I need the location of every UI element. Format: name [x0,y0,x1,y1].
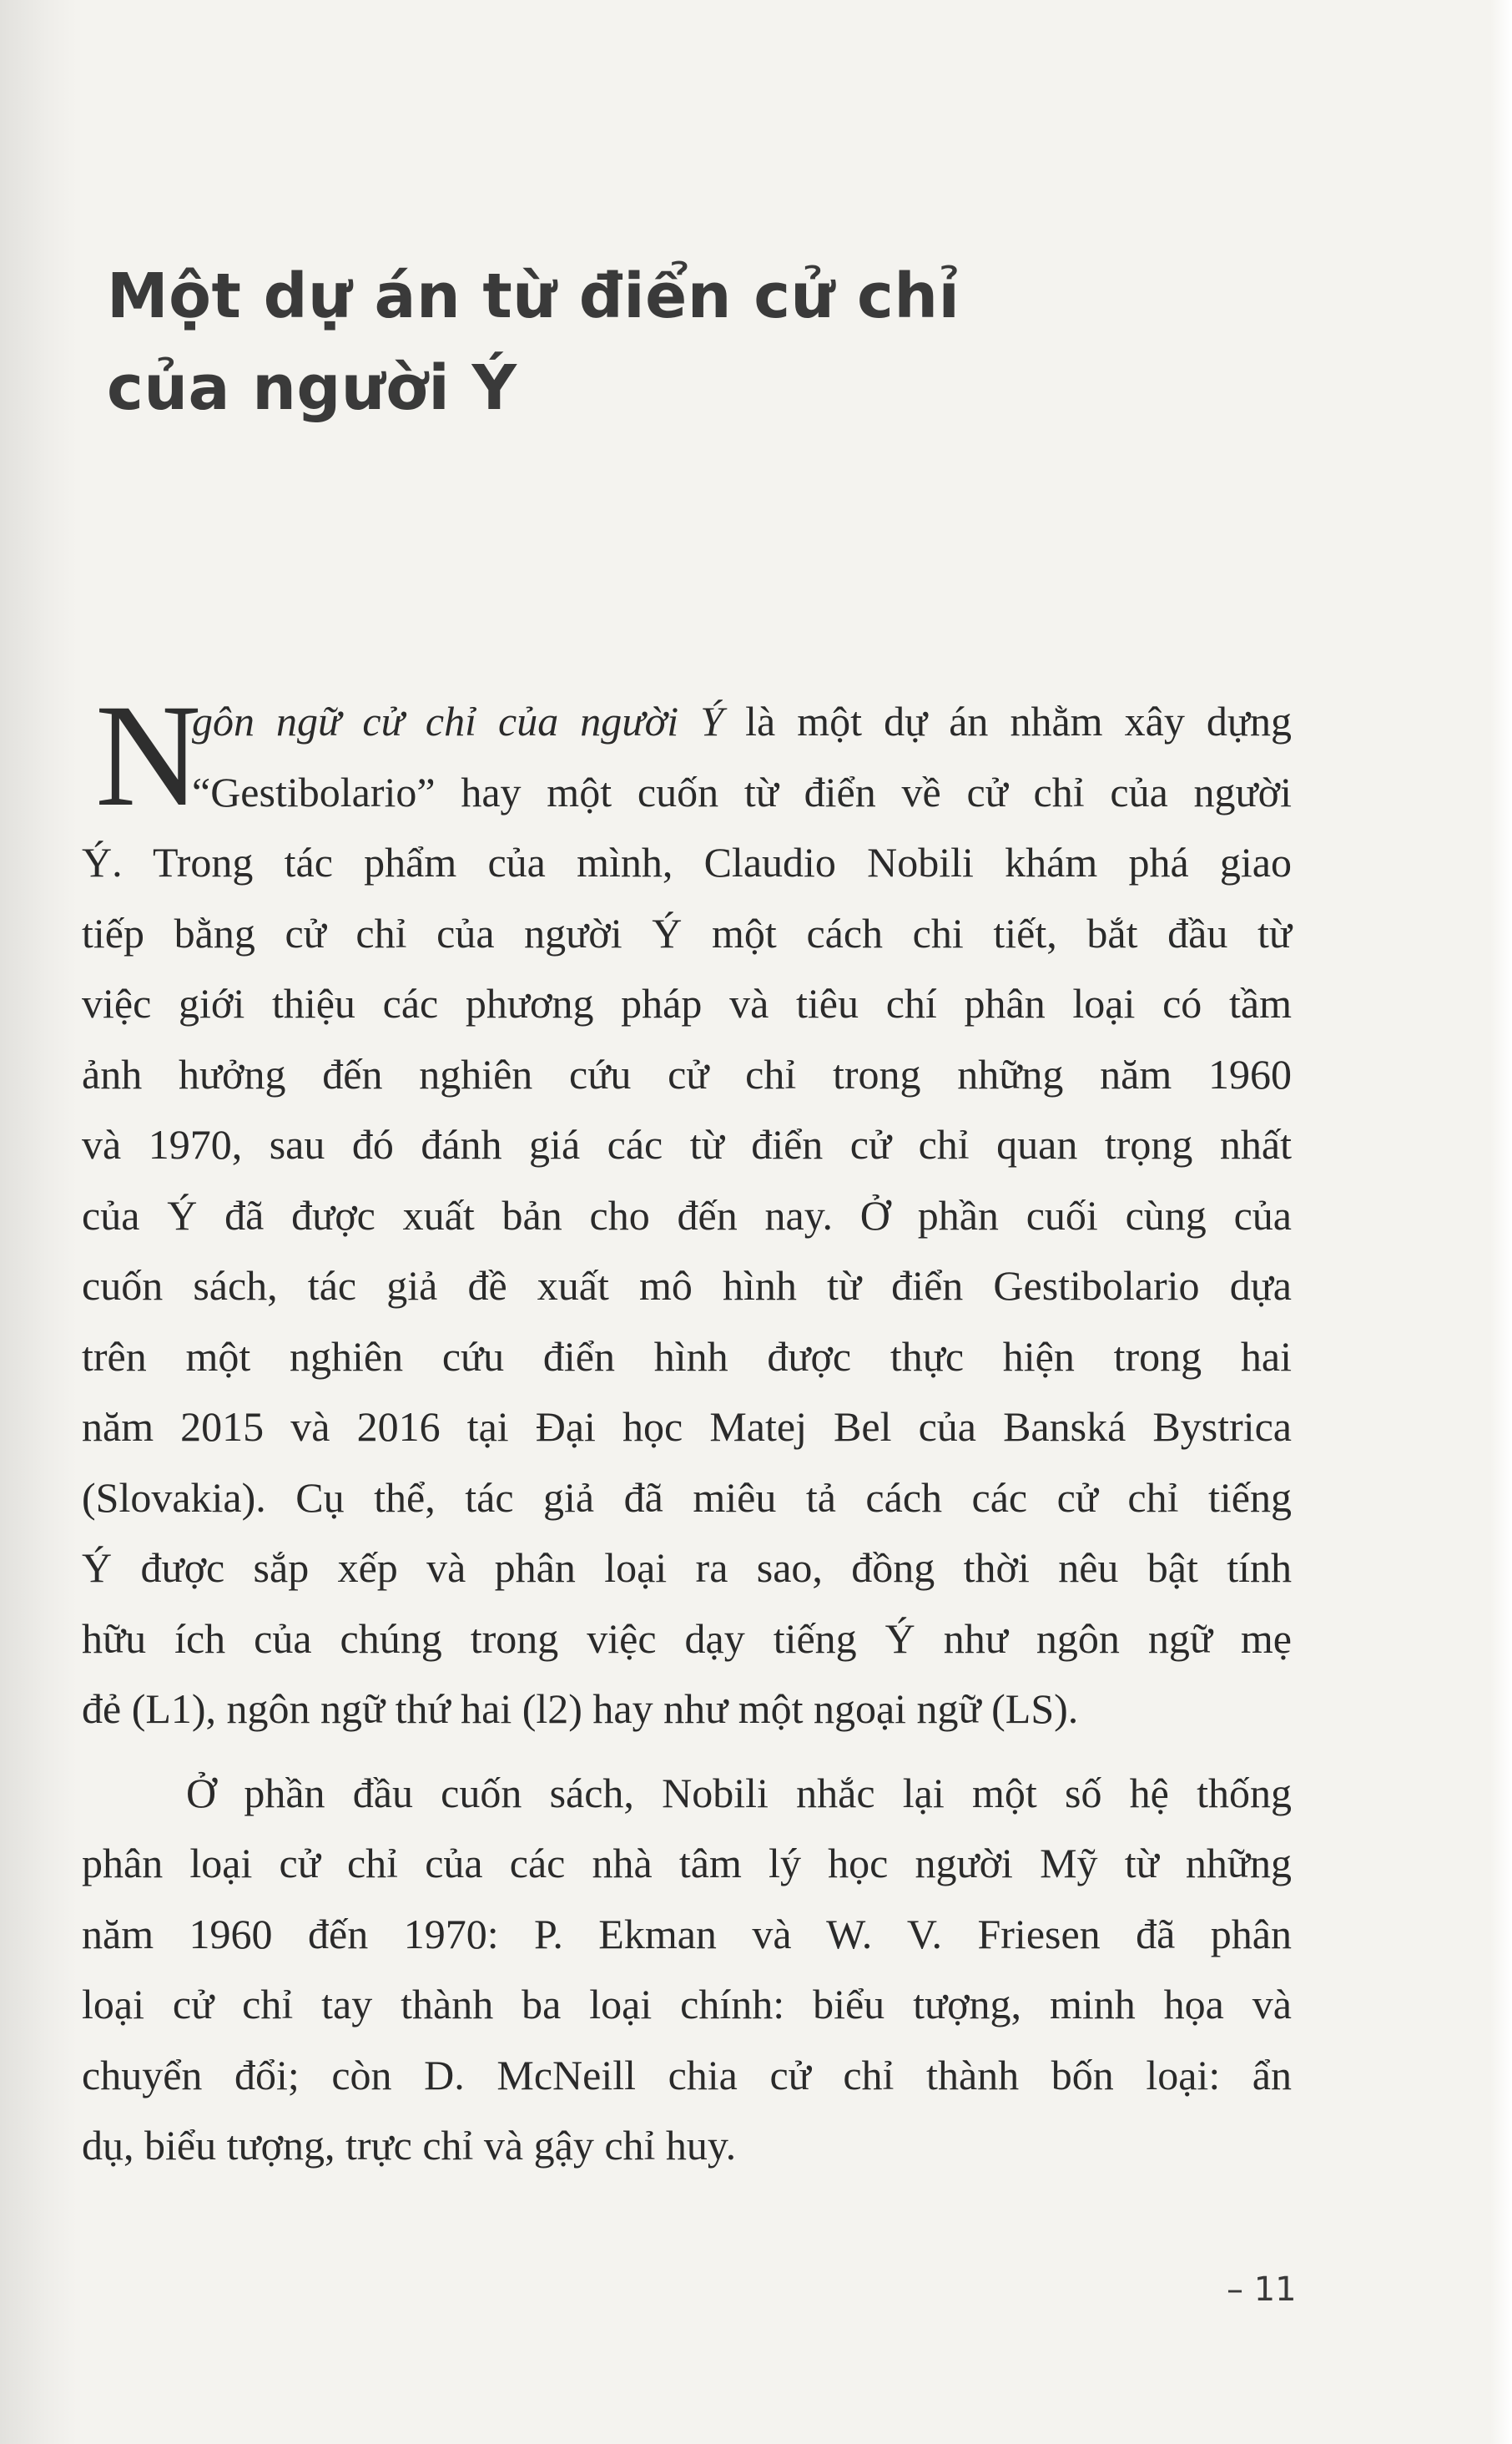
paragraph-1-line-10: trên một nghiên cứu điển hình được thực hiện trong hai [82,1332,1292,1380]
paragraph-1-line-4: tiếp bằng cử chỉ của người Ý một cách chi tiết, bắt đầu từ [82,909,1292,957]
paragraph-1-line-11: năm 2015 và 2016 tại Đại học Matej Bel của Banská Bystrica [82,1403,1292,1450]
paragraph-1-line-3: Ý. Trong tác phẩm của mình, Claudio Nobili khám phá giao [82,839,1292,886]
chapter-title [107,250,1192,434]
paragraph-1-line-8: của Ý đã được xuất bản cho đến nay. Ở phần cuối cùng của [82,1191,1292,1239]
paragraph-1 [82,674,1292,1745]
paragraph-2-line-6: dụ, biểu tượng, trực chỉ và gậy chỉ huy. [82,2122,737,2169]
paragraph-1-line-13: Ý được sắp xếp và phân loại ra sao, đồng thời nêu bật tính [82,1544,1292,1591]
page-gutter-shadow [0,0,77,2444]
drop-cap: N [95,674,202,837]
body-text [82,674,1292,2181]
paragraph-2-line-4: loại cử chỉ tay thành ba loại chính: biểu tượng, minh họa và [82,1981,1292,2027]
paragraph-1-line-5: việc giới thiệu các phương pháp và tiêu chí phân loại có tầm [82,980,1292,1027]
page-number: – 11 [1227,2270,1297,2309]
paragraph-2-line-2: phân loại cử chỉ của các nhà tâm lý học người Mỹ từ những [82,1840,1292,1886]
paragraph-2-line-3: năm 1960 đến 1970: P. Ekman và W. V. Friesen đã phân [82,1910,1292,1957]
paragraph-1-line-1 [82,686,1292,757]
paragraph-1-line-6: ảnh hưởng đến nghiên cứu cử chỉ trong những năm 1960 [82,1050,1292,1098]
chapter-title-line-1: Một dự án từ điển cử chỉ [107,260,960,332]
italic-book-title: gôn ngữ cử chỉ của người Ý [192,698,724,745]
paragraph-1-line-2: “Gestibolario” hay một cuốn từ điển về cử chỉ của người [192,768,1292,816]
paragraph-1-line-9: cuốn sách, tác giả đề xuất mô hình từ điển Gestibolario dựa [82,1262,1292,1309]
paragraph-1-line-12: (Slovakia). Cụ thể, tác giả đã miêu tả cách các cử chỉ tiếng [82,1473,1292,1521]
paragraph-2-line-1: Ở phần đầu cuốn sách, Nobili nhắc lại một số hệ thống [186,1769,1292,1816]
page-right-edge [1490,0,1512,2444]
paragraph-1-line-14: hữu ích của chúng trong việc dạy tiếng Ý như ngôn ngữ mẹ [82,1614,1292,1662]
paragraph-1-line-1-rest: là một dự án nhằm xây dựng [723,698,1292,745]
paragraph-gap [82,1745,1292,1758]
paragraph-2 [82,1758,1292,2181]
paragraph-1-line-7: và 1970, sau đó đánh giá các từ điển cử chỉ quan trọng nhất [82,1121,1292,1168]
paragraph-1-line-15: đẻ (L1), ngôn ngữ thứ hai (l2) hay như một ngoại ngữ (LS). [82,1685,1079,1732]
chapter-title-line-2: của người Ý [107,352,517,424]
paragraph-2-line-5: chuyển đổi; còn D. McNeill chia cử chỉ thành bốn loại: ẩn [82,2051,1292,2098]
